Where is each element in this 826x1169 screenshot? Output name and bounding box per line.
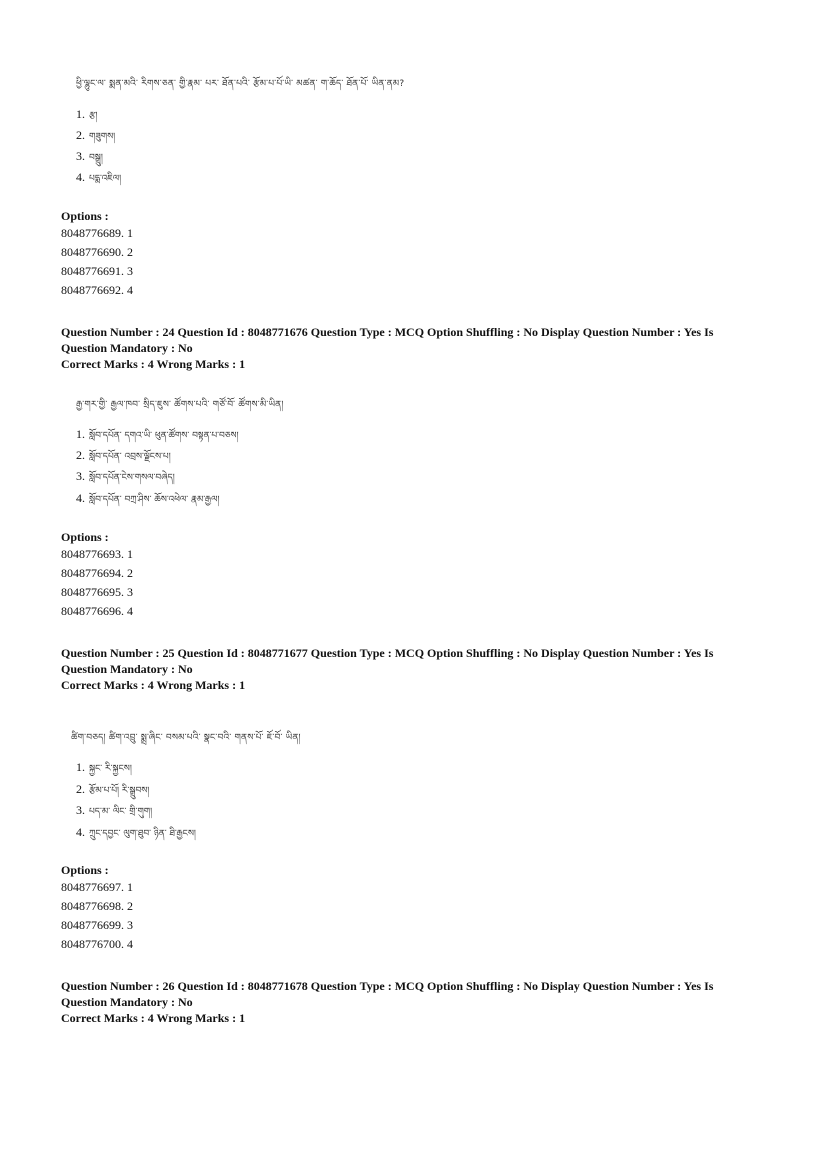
q23-option-code: 8048776691. 3 — [61, 264, 133, 278]
q24-option-code: 8048776695. 3 — [61, 585, 133, 599]
question-24-text: རྒྱ་གར་གྱི་ རྒྱལ་ཁབ་ སྲིད་ཇུས་ ཚོགས་པའི་ གཙོ་བོ་ ཚོགས་མི་ཡིན། — [76, 400, 284, 410]
choice-number: 1. — [76, 760, 85, 774]
choice-number: 4. — [76, 491, 85, 505]
q24-meta-line-1: Question Number : 24 Question Id : 8048771676 Question Type : MCQ Option Shuffling : No Display Question Number : Yes Is Question Mandatory : No — [61, 325, 714, 355]
choice-text: སྐྱང་ རི་སྐྱངས། — [89, 764, 132, 774]
choice-text: སློབ་དཔོན་ བཀྲ་ཤིས་ ཆོས་འཕེལ་ རྣམ་རྒྱལ། — [89, 495, 220, 505]
choice-number: 2. — [76, 782, 85, 796]
q24-meta-line-2: Correct Marks : 4 Wrong Marks : 1 — [61, 357, 246, 371]
choice-text: སློབ་དཔོན་ དགའ་ཡི་ ཕུན་ཚོགས་ བསྟན་པ་བཅས། — [89, 431, 239, 441]
q23-choice-4 — [76, 169, 121, 194]
q25-option-code: 8048776698. 2 — [61, 899, 133, 913]
q23-option-code: 8048776690. 2 — [61, 245, 133, 259]
q23-option-code: 8048776692. 4 — [61, 283, 133, 297]
q24-options-label: Options : — [61, 530, 109, 544]
q23-option-code: 8048776689. 1 — [61, 226, 133, 240]
choice-number: 3. — [76, 469, 85, 483]
q24-option-code: 8048776696. 4 — [61, 604, 133, 618]
choice-text: ཀྲུང་དབྱང་ ལུག་ཐུབ་ ཉིན་ ཐི་རྒྱངས། — [89, 829, 196, 839]
choice-text: གཟུགས། — [89, 132, 116, 142]
choice-number: 2. — [76, 448, 85, 462]
q25-option-code: 8048776700. 4 — [61, 937, 133, 951]
choice-number: 3. — [76, 803, 85, 817]
q25-meta-line-1: Question Number : 25 Question Id : 8048771677 Question Type : MCQ Option Shuffling : No Display Question Number : Yes Is Question Mandatory : No — [61, 646, 714, 676]
q25-options-label: Options : — [61, 863, 109, 877]
q24-option-code: 8048776694. 2 — [61, 566, 133, 580]
q25-meta-line-2: Correct Marks : 4 Wrong Marks : 1 — [61, 678, 246, 692]
question-23-text: ཕྱི་ལྷུང་ལ་ སྨན་མའི་ རིགས་ཅན་ གྱི་རྣམ་ པར་ ཐོན་པའི་ རྩོམ་པ་པོ་ཡི་ མཚན་ ག་ཆོད་ ཐོན་པོ་ ཡིན་ནམ? — [76, 79, 405, 89]
choice-text: སློབ་དཔོན་ངེས་གསལ་བཞེད། — [89, 473, 175, 483]
choice-text: རྩོམ་པ་པོ། རི་སྒྲུབས། — [89, 786, 150, 796]
choice-text: པདྨ་འཇིལ། — [89, 174, 122, 184]
question-25-text: ཚིག་བཅད། ཚིག་འབྲུ་ སྨྲ་ཞིང་ བསམ་པའི་ སྣང་བའི་ གནས་པོ་ ཇོ་བོ་ ཡིན། — [71, 733, 301, 743]
q26-meta-line-2: Correct Marks : 4 Wrong Marks : 1 — [61, 1011, 246, 1025]
choice-text: སློབ་དཔོན་ འབྲས་ལྗོངས་པ། — [89, 452, 171, 462]
q25-option-code: 8048776697. 1 — [61, 880, 133, 894]
choice-number: 1. — [76, 427, 85, 441]
choice-text: པད་མ་ ལིང་ གྲི་གུག། — [89, 807, 153, 817]
q24-choice-4 — [76, 490, 219, 515]
choice-text: བསྒྲུ། — [89, 153, 103, 163]
q25-choice-4 — [76, 824, 196, 849]
choice-number: 4. — [76, 170, 85, 184]
q24-option-code: 8048776693. 1 — [61, 547, 133, 561]
q25-option-code: 8048776699. 3 — [61, 918, 133, 932]
choice-number: 2. — [76, 128, 85, 142]
choice-text: རྩ། — [89, 111, 98, 121]
choice-number: 3. — [76, 149, 85, 163]
q26-meta-line-1: Question Number : 26 Question Id : 8048771678 Question Type : MCQ Option Shuffling : No Display Question Number : Yes Is Question Mandatory : No — [61, 979, 714, 1009]
choice-number: 4. — [76, 825, 85, 839]
choice-number: 1. — [76, 107, 85, 121]
q23-options-label: Options : — [61, 209, 109, 223]
